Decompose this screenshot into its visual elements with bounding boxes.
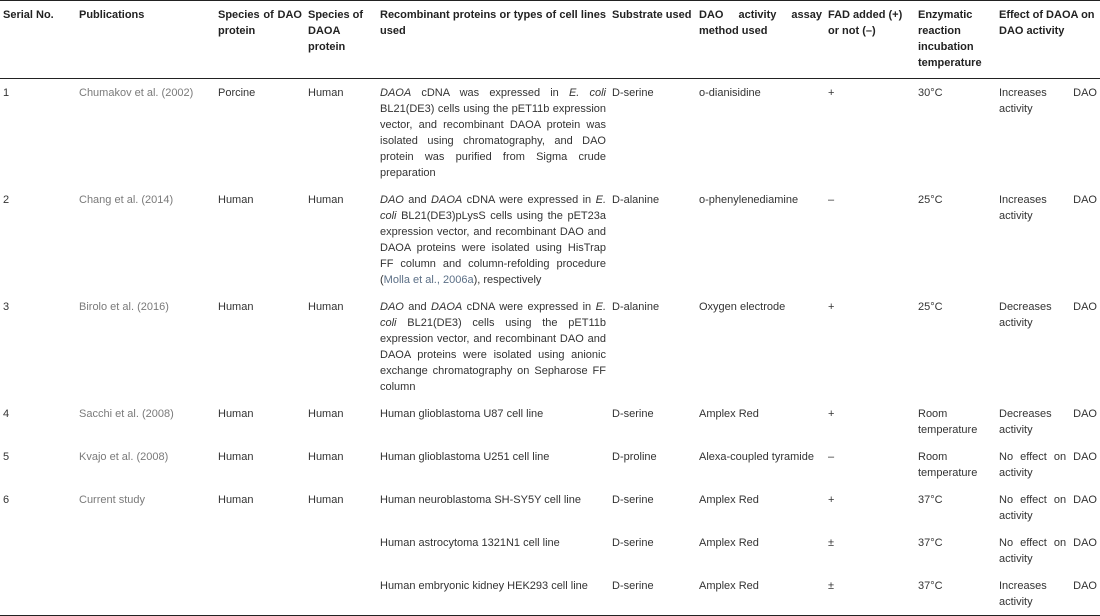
table-row	[0, 572, 1100, 616]
cell-temperature: 37°C	[918, 494, 943, 506]
cell-description	[377, 486, 609, 529]
cell-dao-species: Human	[218, 301, 254, 313]
cell-temperature: 37°C	[918, 537, 943, 549]
header-fad: FAD added (+) or not (–)	[825, 1, 915, 79]
description-segment: DAOA	[431, 194, 463, 206]
cell-daoa-species: Human	[308, 494, 344, 506]
cell-daoa-species: Human	[308, 87, 344, 99]
cell-publication: Birolo et al. (2016)	[79, 301, 169, 313]
header-dao-species: Species of DAO protein	[215, 1, 305, 79]
cell-description	[377, 529, 609, 572]
cell-substrate: D-alanine	[612, 194, 660, 206]
table-body	[0, 79, 1100, 616]
header-serial: Serial No.	[0, 1, 76, 79]
cell-effect: No effect on DAO activity	[999, 537, 1097, 565]
cell-assay-method: Alexa-coupled tyramide	[699, 451, 814, 463]
cell-description	[377, 79, 609, 187]
description-segment: and	[403, 194, 432, 206]
cell-serial: 4	[3, 408, 10, 420]
description-segment: BL21(DE3) cells using the pET11b expression vector, and recombinant DAOA protein was isolated using chromatography, and DAO protein was purified from Sigma crude preparation	[380, 103, 606, 179]
cell-substrate: D-serine	[612, 87, 654, 99]
description-segment: cDNA were expressed in	[462, 301, 596, 313]
description-segment: Human neuroblastoma SH-SY5Y cell line	[380, 494, 581, 506]
description-segment: BL21(DE3) cells using the pET11b expression vector, and recombinant DAO and DAOA proteins were isolated using anionic exchange chromatography on Sepharose FF column	[380, 317, 606, 393]
cell-serial	[0, 529, 76, 572]
description-segment: cDNA was expressed in	[411, 87, 569, 99]
table-row	[0, 79, 1100, 187]
cell-assay-method: o-dianisidine	[699, 87, 761, 99]
table-row	[0, 529, 1100, 572]
cell-effect: Increases DAO activity	[999, 87, 1097, 115]
header-effect: Effect of DAOA on DAO activity	[996, 1, 1100, 79]
description-segment: BL21(DE3)pLysS cells using the pET23a expression vector, and recombinant DAO and DAOA proteins were isolated using HisTrap FF column and column-refolding procedure (	[380, 210, 606, 286]
cell-serial	[0, 572, 76, 616]
cell-fad: +	[828, 494, 835, 506]
cell-temperature: 25°C	[918, 194, 943, 206]
description-segment: DAO	[380, 301, 404, 313]
cell-substrate: D-proline	[612, 451, 657, 463]
cell-assay-method: Amplex Red	[699, 408, 759, 420]
cell-description	[377, 293, 609, 400]
cell-dao-species: Human	[218, 194, 254, 206]
cell-publication: Sacchi et al. (2008)	[79, 408, 174, 420]
cell-daoa-species	[305, 529, 377, 572]
header-recombinant: Recombinant proteins or types of cell lines used	[377, 1, 609, 79]
cell-assay-method: o-phenylenediamine	[699, 194, 799, 206]
description-segment: Human embryonic kidney HEK293 cell line	[380, 580, 588, 592]
cell-temperature: Room temperature	[918, 451, 978, 479]
cell-fad: +	[828, 408, 835, 420]
description-segment: DAOA	[431, 301, 463, 313]
table-row	[0, 293, 1100, 400]
cell-effect: Increases DAO activity	[999, 194, 1097, 222]
cell-effect: No effect on DAO activity	[999, 451, 1097, 479]
cell-publication: Chang et al. (2014)	[79, 194, 174, 206]
cell-publication: Chumakov et al. (2002)	[79, 87, 194, 99]
cell-dao-species: Human	[218, 494, 254, 506]
cell-daoa-species: Human	[308, 194, 344, 206]
cell-substrate: D-serine	[612, 537, 654, 549]
cell-daoa-species: Human	[308, 408, 344, 420]
cell-daoa-species	[305, 572, 377, 616]
header-substrate: Substrate used	[609, 1, 696, 79]
cell-assay-method: Amplex Red	[696, 572, 825, 616]
cell-daoa-species: Human	[308, 301, 344, 313]
cell-fad: +	[828, 301, 835, 313]
cell-fad: +	[828, 87, 835, 99]
cell-dao-species: Human	[218, 451, 254, 463]
cell-daoa-species: Human	[308, 451, 344, 463]
header-temperature: Enzymatic reaction incubation temperature	[915, 1, 996, 79]
cell-description	[377, 572, 609, 616]
cell-description	[377, 186, 609, 293]
cell-effect: Decreases DAO activity	[999, 408, 1097, 436]
cell-fad: –	[828, 194, 835, 206]
header-row	[0, 1, 1100, 79]
header-daoa-species: Species of DAOA protein	[305, 1, 377, 79]
cell-serial: 1	[3, 87, 10, 99]
description-segment: cDNA were expressed in	[462, 194, 596, 206]
table-row	[0, 486, 1100, 529]
cell-dao-species: Human	[218, 408, 254, 420]
cell-temperature: 25°C	[918, 301, 943, 313]
cell-assay-method: Amplex Red	[699, 494, 759, 506]
cell-temperature: 30°C	[918, 87, 943, 99]
cell-serial: 5	[3, 451, 10, 463]
description-segment: Human glioblastoma U251 cell line	[380, 451, 550, 463]
cell-fad: ±	[825, 572, 915, 616]
description-segment: ), respectively	[473, 274, 542, 286]
cell-serial: 2	[3, 194, 10, 206]
cell-temperature: Room temperature	[918, 408, 978, 436]
cell-description	[377, 443, 609, 486]
citation-link[interactable]: Molla et al., 2006a	[383, 274, 474, 286]
description-segment: E. coli	[568, 87, 606, 99]
cell-publication: Kvajo et al. (2008)	[79, 451, 169, 463]
description-segment: DAOA	[380, 87, 412, 99]
cell-effect: Increases DAO activity	[996, 572, 1100, 616]
cell-effect: Decreases DAO activity	[999, 301, 1097, 329]
cell-substrate: D-serine	[612, 494, 654, 506]
table-row	[0, 400, 1100, 443]
cell-assay-method: Amplex Red	[699, 537, 759, 549]
cell-effect: No effect on DAO activity	[999, 494, 1097, 522]
table-row	[0, 443, 1100, 486]
description-segment: E. coli	[380, 301, 607, 329]
cell-assay-method: Oxygen electrode	[699, 301, 786, 313]
header-assay-method: DAO activity assay method used	[696, 1, 825, 79]
description-segment: Human astrocytoma 1321N1 cell line	[380, 537, 560, 549]
table-row	[0, 186, 1100, 293]
cell-description	[377, 400, 609, 443]
cell-substrate: D-alanine	[612, 301, 660, 313]
cell-fad: –	[828, 451, 835, 463]
description-segment: DAO	[380, 194, 404, 206]
cell-temperature: 37°C	[915, 572, 996, 616]
cell-serial: 6	[3, 494, 10, 506]
cell-dao-species: Porcine	[218, 87, 256, 99]
description-segment: E. coli	[380, 194, 607, 222]
cell-publication	[76, 529, 215, 572]
cell-substrate: D-serine	[612, 408, 654, 420]
description-segment: and	[403, 301, 432, 313]
cell-substrate: D-serine	[609, 572, 696, 616]
cell-publication	[76, 572, 215, 616]
cell-fad: ±	[828, 537, 835, 549]
cell-publication: Current study	[79, 494, 146, 506]
cell-serial: 3	[3, 301, 10, 313]
header-publications: Publications	[76, 1, 215, 79]
cell-dao-species	[215, 529, 305, 572]
cell-dao-species	[215, 572, 305, 616]
description-segment: Human glioblastoma U87 cell line	[380, 408, 544, 420]
